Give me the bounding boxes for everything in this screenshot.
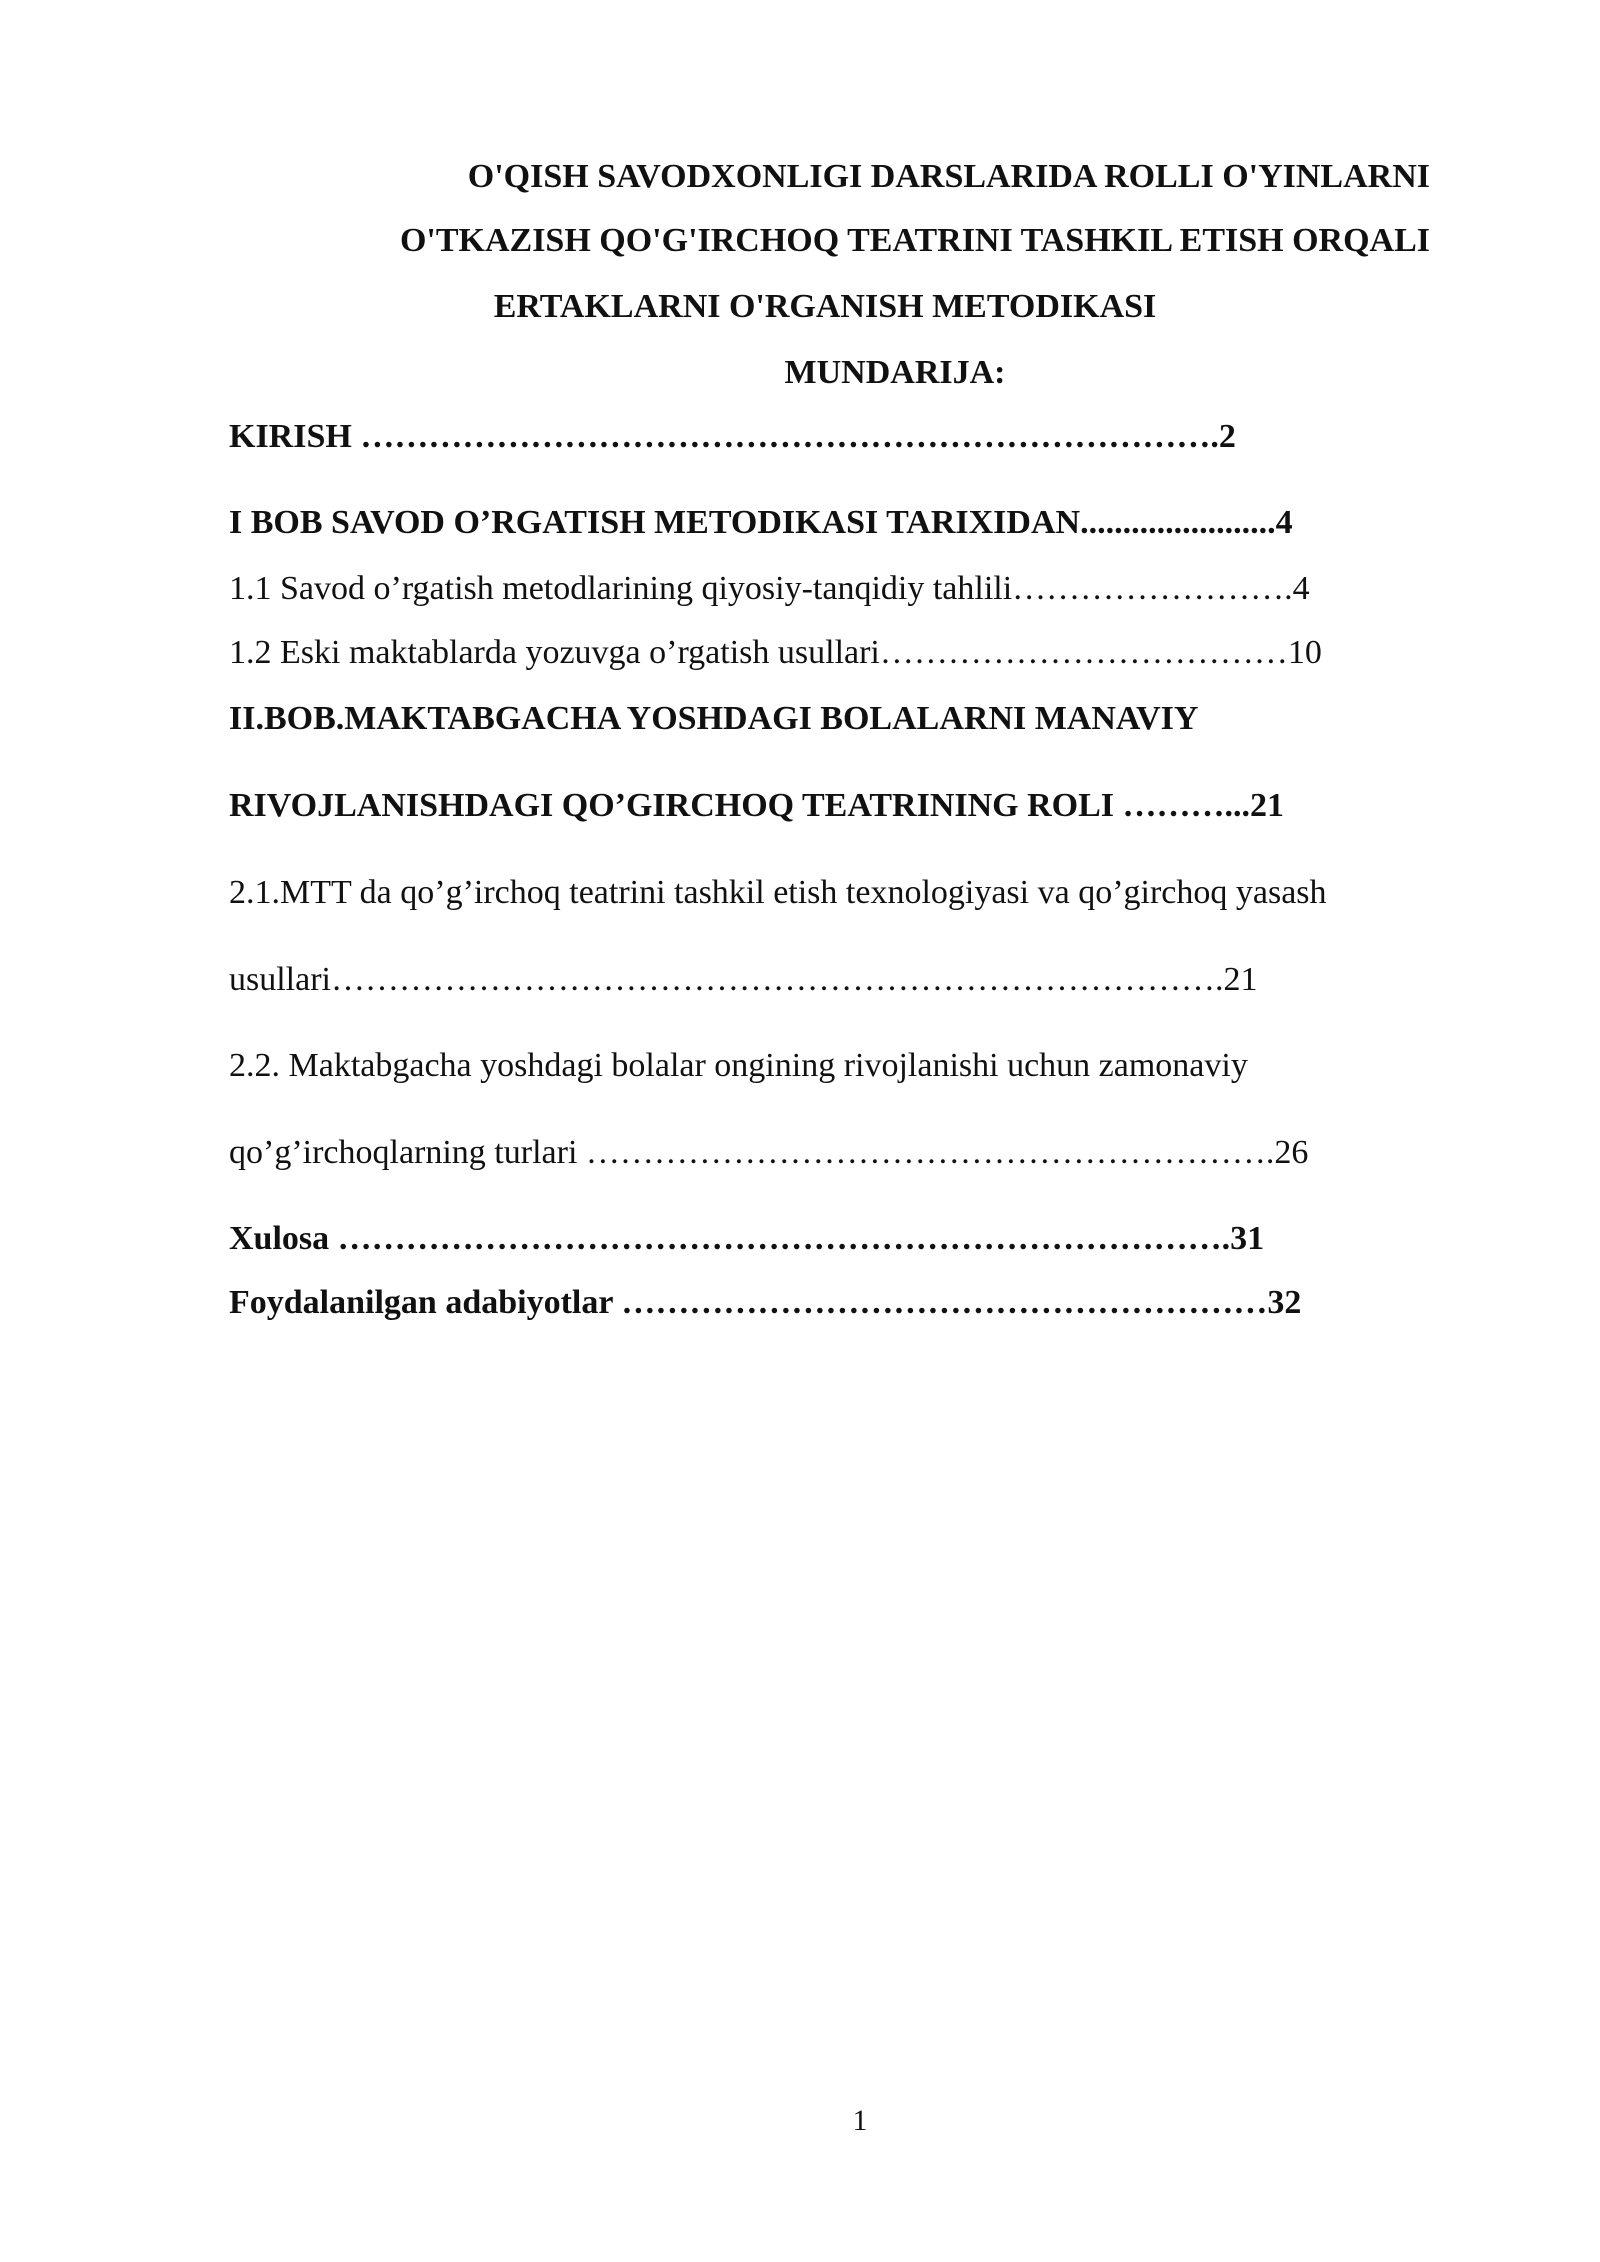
toc-entry-chapter-2-line-1: II.BOB.MAKTABGACHA YOSHDAGI BOLALARNI MANAVIY xyxy=(229,700,1199,737)
document-title-line-2: O'TKAZISH QO'G'IRCHOQ TEATRINI TASHKIL ETISH ORQALI xyxy=(399,222,1430,259)
toc-entry-section-2-2-line-2: qo’g’irchoqlarning turlari …………………………………………………….26 xyxy=(229,1134,1309,1171)
toc-entry-section-2-1-line-2: usullari…………………………………………………………………….21 xyxy=(229,961,1258,998)
toc-entry-xulosa: Xulosa …………………………………………………………………….31 xyxy=(229,1220,1265,1257)
toc-entry-section-2-1-line-1: 2.1.MTT da qo’g’irchoq teatrini tashkil etish texnologiyasi va qo’girchoq yasash xyxy=(229,874,1327,911)
document-title-line-1: O'QISH SAVODXONLIGI DARSLARIDA ROLLI O'YINLARNI xyxy=(467,158,1430,195)
toc-entry-chapter-2-line-2: RIVOJLANISHDAGI QO’GIRCHOQ TEATRINING ROLI ………...21 xyxy=(229,787,1285,824)
toc-entry-kirish: KIRISH ………………………………………………………………….2 xyxy=(229,418,1236,455)
toc-entry-chapter-1: I BOB SAVOD O’RGATISH METODIKASI TARIXIDAN.......................4 xyxy=(229,504,1293,541)
contents-heading: MUNDARIJA: xyxy=(784,354,1006,391)
toc-entry-section-1-2: 1.2 Eski maktablarda yozuvga o’rgatish usullari………………………………10 xyxy=(229,634,1322,671)
page-number: 1 xyxy=(852,2104,868,2137)
toc-entry-section-1-1: 1.1 Savod o’rgatish metodlarining qiyosiy-tanqidiy tahlili…………………….4 xyxy=(229,570,1310,607)
toc-entry-references: Foydalanilgan adabiyotlar …………………………………………………32 xyxy=(229,1284,1302,1321)
document-title-line-3: ERTAKLARNI O'RGANISH METODIKASI xyxy=(493,288,1157,325)
toc-entry-section-2-2-line-1: 2.2. Maktabgacha yoshdagi bolalar ongining rivojlanishi uchun zamonaviy xyxy=(229,1047,1248,1084)
